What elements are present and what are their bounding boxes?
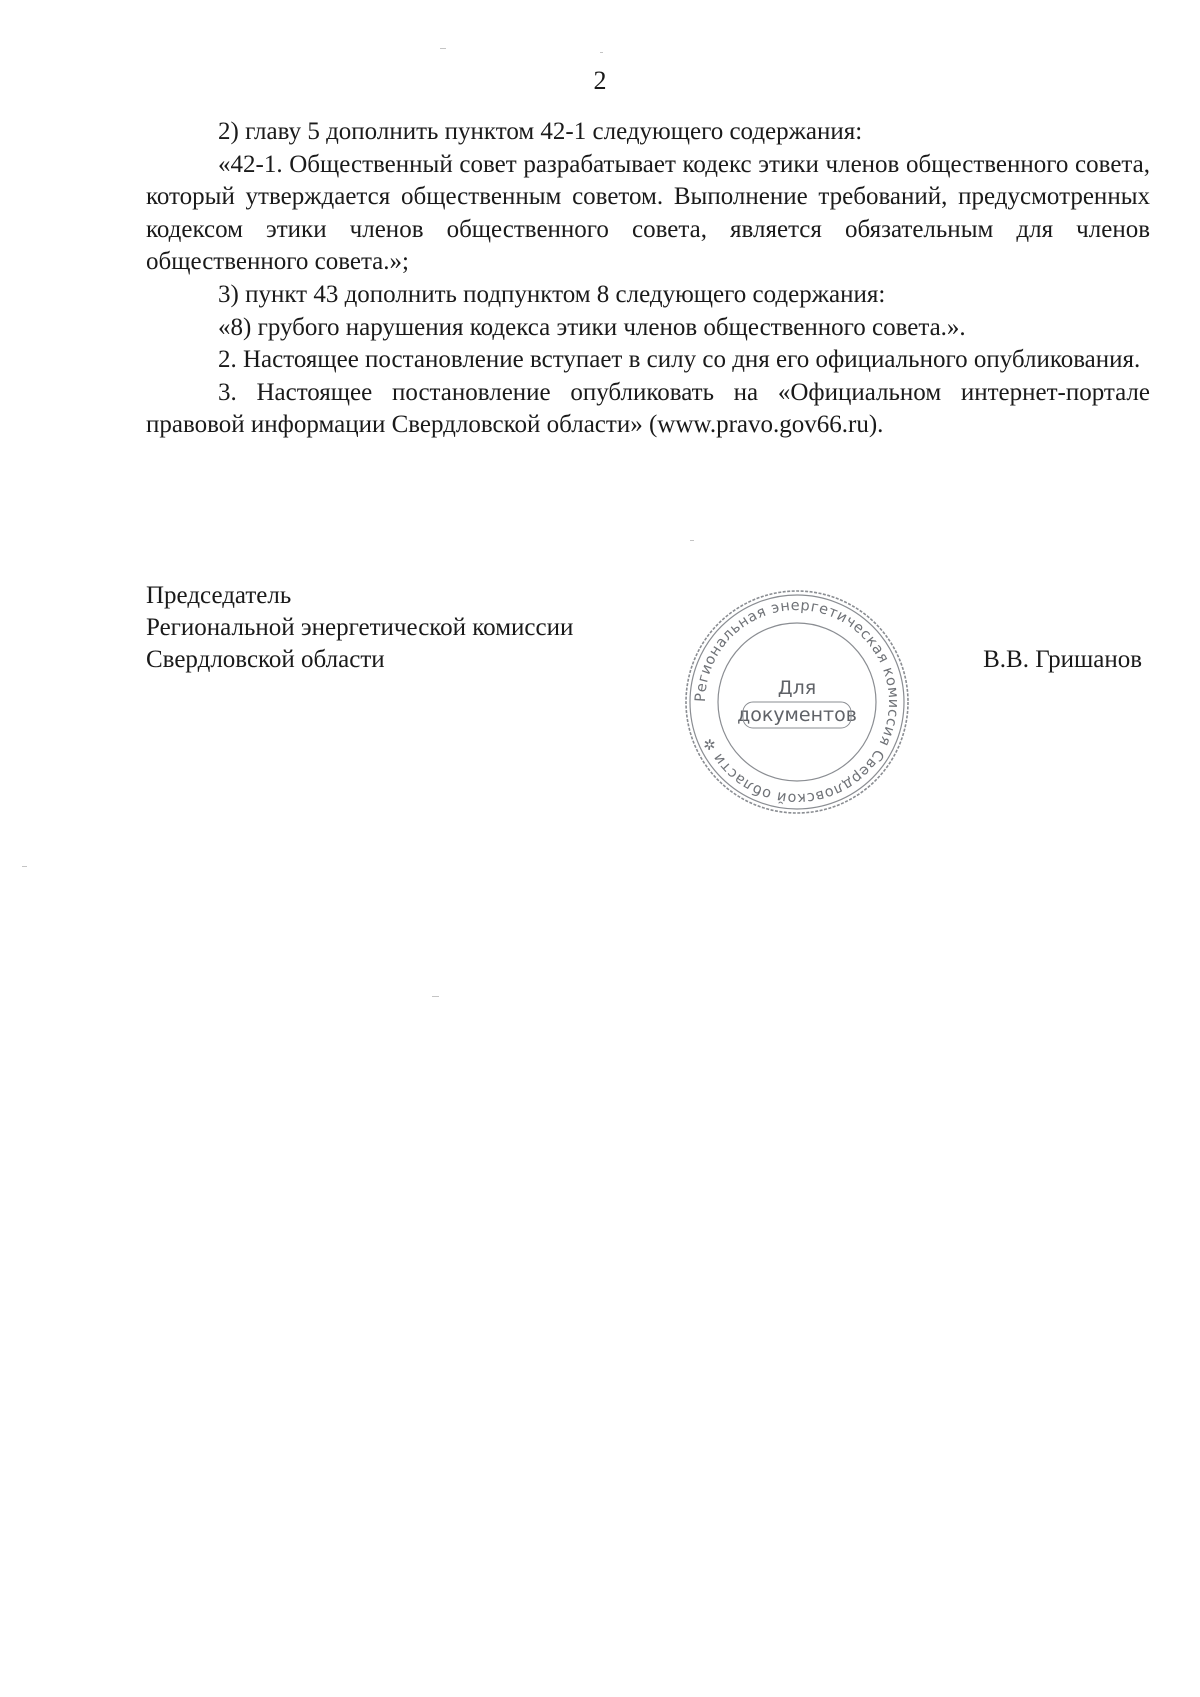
paragraph-amend-point-43: 3) пункт 43 дополнить подпунктом 8 следующего содержания: [218,280,886,308]
signature-title [146,580,573,676]
paragraph-amend-chapter-5: 2) главу 5 дополнить пунктом 42-1 следующего содержания: [218,118,863,145]
signature-title-line: Свердловской области [146,646,385,673]
signature-title-line: Председатель [146,582,292,609]
stamp-ring-text: Региональная энергетическая комиссия Свердловской области ✲ [692,597,902,807]
scan-speck [600,52,603,53]
official-stamp [683,588,911,816]
document-body [146,116,1150,442]
signer-name: В.В. Гришанов [983,646,1142,673]
paragraph-publication: 3. Настоящее постановление опубликовать на «Официальном интернет-портале правовой информации Свердловской области» (www.pravo.gov66.ru). [146,378,1150,439]
scan-speck [690,540,694,541]
stamp-center-line: документов [737,704,857,726]
paragraph-point-42-1: «42-1. Общественный совет разрабатывает кодекс этики членов общественного совета, который утверждается общественным советом. Выполнение требований, предусмотренных кодексом этики членов общественного совета, является обязательным для членов общественного совета.»; [146,150,1150,276]
scan-speck [432,996,439,997]
stamp-center-line: Для [777,677,817,699]
signature-title-line: Региональной энергетической комиссии [146,614,574,641]
page-number: 2 [593,66,607,95]
scan-speck [22,866,27,867]
paragraph-effective-date: 2. Настоящее постановление вступает в силу со дня его официального опубликования. [218,346,1141,374]
stamp-seal-icon [683,588,911,816]
paragraph-subpoint-8: «8) грубого нарушения кодекса этики членов общественного совета.». [218,313,966,341]
scan-speck [440,48,446,49]
